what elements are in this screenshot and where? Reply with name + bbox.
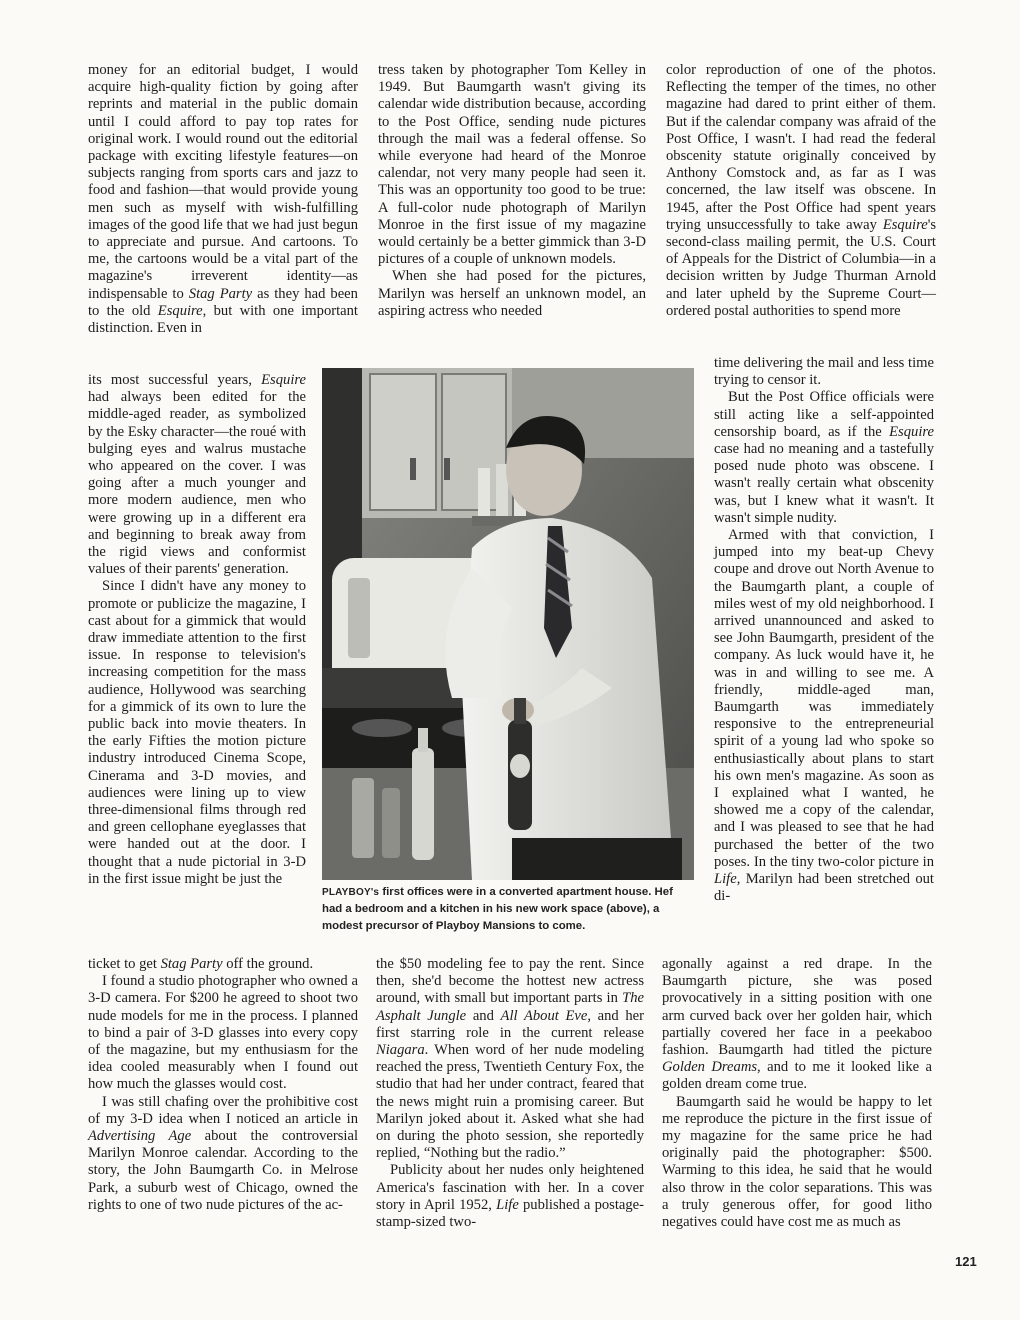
caption-lead: PLAYBOY's [322, 887, 380, 898]
paragraph: ticket to get Stag Party off the ground. [88, 956, 314, 972]
column-3-upper [666, 62, 936, 320]
paragraph: the $50 modeling fee to pay the rent. Since then, she'd become the hottest new actress around, with small but important parts in The Asphalt Jungle and All About Eve, and her first starring role in the current release Niagara. When word of her nude modeling reached the press, Twentieth Century Fox, the studio that had her under contract, feared that the news might ruin a promising career. But Marilyn joked about it. Asked what she had on during the photo session, she reportedly replied, “Nothing but the radio.” [376, 956, 644, 1162]
paragraph: Armed with that conviction, I jumped into my beat-up Chevy coupe and drove out North Avenue to the Baumgarth plant, a couple of miles west of my old neighborhood. I arrived unannounced and asked to see John Baumgarth, president of the company. As luck would have it, he was in and willing to see me. A friendly, middle-aged man, Baumgarth was immediately responsive to the entrepreneurial spirit of a young lad who spoke so enthusiastically about plans to start his own men's magazine. As soon as I explained what I wanted, he showed me a copy of the calendar, and I was pleased to see that he had purchased the better of the two poses. In the tiny two-color picture in Life, Marilyn had been stretched out di- [714, 527, 934, 905]
paragraph: Publicity about her nudes only heightened America's fascination with her. In a cover story in April 1952, Life published a postage-stamp-sized two- [376, 1162, 645, 1231]
photo-caption [322, 884, 696, 936]
paragraph: I was still chafing over the prohibitive cost of my 3-D idea when I noticed an article in Advertising Age about the controversial Marilyn Monroe calendar. According to the story, the John Baumgarth Co. in Melrose Park, a suburb west of Chicago, owned the rights to one of two nude pictures of the ac- [88, 1093, 358, 1213]
paragraph: time delivering the mail and less time trying to censor it. [714, 355, 934, 389]
paragraph: When she had posed for the pictures, Marilyn was herself an unknown model, an aspiring actress who needed [378, 268, 646, 319]
column-3-beside-photo [714, 355, 934, 906]
paragraph: But the Post Office officials were still acting like a self-appointed censorship board, as if the Esquire case had no meaning and a tastefully posed nude photo was obscene. I wasn't really certain what obscenity was, but I knew what it wasn't. It wasn't simple nudity. [714, 389, 934, 526]
column-2-lower [376, 956, 644, 1231]
column-1-beside-photo [88, 372, 306, 888]
column-1-lower [88, 956, 358, 1214]
office-kitchen-photo [322, 368, 694, 880]
paragraph: tress taken by photographer Tom Kelley in 1949. But Baumgarth wasn't giving its calendar wide distribution because, according to the Post Office, sending nude pictures through the mail was a federal offense. So while everyone had heard of the Monroe calendar, not very many people had seen it. This was an opportunity too good to be true: A full-color nude photograph of Marilyn Monroe in the first issue of my magazine would certainly be a better gimmick than 3-D pictures of a couple of unknown models. [378, 62, 646, 268]
page-number: 121 [955, 1254, 977, 1269]
caption-text: first offices were in a converted apartment house. Hef had a bedroom and a kitchen in his new work space (above), a modest precursor of Playboy Mansions to come. [322, 886, 673, 933]
paragraph: its most successful years, Esquire had always been edited for the middle-aged reader, as symbolized by the Esky character—the roué with bulging eyes and walrus mustache who appeared on the cover. I was going after a much younger and more modern audience, men who were growing up in a different era and beginning to break away from the rigid views and conformist values of their parents' generation. [88, 372, 306, 578]
paragraph: money for an editorial budget, I would acquire high-quality fiction by going after reprints and material in the public domain until I could afford to pay top rates for original work. I would round out the editorial package with exciting lifestyle features—on subjects ranging from sports cars and jazz to food and fashion—that would provide young men such as myself with wish-fulfilling images of the good life that we had just begun to appreciate and pursue. And cartoons. To me, the cartoons would be a vital part of the magazine's irreverent identity—as indispensable to Stag Party as they had been to the old Esquire, but with one important distinction. Even in [88, 62, 358, 337]
paragraph: I found a studio photographer who owned a 3-D camera. For $200 he agreed to shoot two nude models for me in the process. I planned to bind a pair of 3-D glasses into every copy of the magazine, but my enthusiasm for the idea cooled measurably when I found out how much the glasses would cost. [88, 973, 358, 1093]
column-1-upper [88, 62, 358, 337]
paragraph: Since I didn't have any money to promote or publicize the magazine, I cast about for a gimmick that would draw immediate attention to the first issue. In response to television's increasing competition for the mass audience, Hollywood was searching for a gimmick of its own to lure the public back into movie theaters. In the early Fifties the motion picture industry introduced Cinema Scope, Cinerama and 3-D movies, and audiences were lining up to view three-dimensional films through red and green cellophane eyeglasses that were handed out at the door. I thought that a nude pictorial in 3-D in the first issue might be just the [88, 578, 306, 887]
paragraph: Baumgarth said he would be happy to let me reproduce the picture in the first issue of my magazine for the same price he had originally paid the photographer: $500. Warming to this idea, he said that he would also throw in the color separations. This was a truly generous offer, for good litho negatives could have cost me as much as [662, 1093, 932, 1231]
paragraph: color reproduction of one of the photos. Reflecting the temper of the times, no other magazine had dared to print either of them. But if the calendar company was afraid of the Post Office, I wasn't. I had read the federal obscenity statute originally conceived by Anthony Comstock and, as far as I was concerned, the law itself was obscene. In 1945, after the Post Office had spent years trying unsuccessfully to take away Esquire's second-class mailing permit, the U.S. Court of Appeals for the District of Columbia—in a decision written by Judge Thurman Arnold and later upheld by the Supreme Court—ordered postal authorities to spend more [666, 62, 936, 319]
paragraph: agonally against a red drape. In the Baumgarth picture, she was posed provocatively in a sitting position with one arm curved back over her golden hair, which partially covered her face in a peekaboo fashion. Baumgarth had titled the picture Golden Dreams, and to me it looked like a golden dream come true. [662, 956, 932, 1093]
column-2-upper [378, 62, 646, 320]
column-3-lower [662, 956, 932, 1231]
photo-illustration [322, 368, 694, 880]
